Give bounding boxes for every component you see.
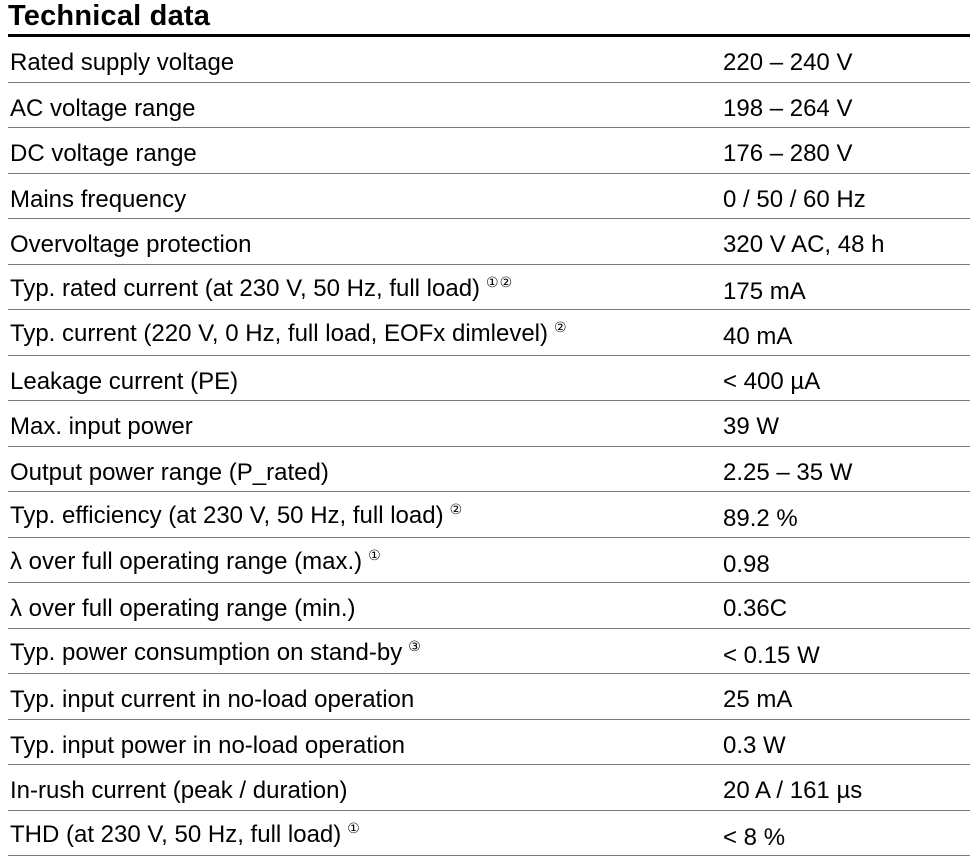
footnote-marker: ② [449,501,464,517]
row-value: 0.98 [723,550,770,578]
row-label-text: Typ. current (220 V, 0 Hz, full load, EOFx dimlevel) [10,320,548,347]
row-label-text: Typ. rated current (at 230 V, 50 Hz, full load) [10,274,481,302]
page-title: Technical data [8,0,211,32]
table-row [8,83,970,129]
technical-data-table [8,37,970,856]
table-row [8,583,970,629]
table-row [8,674,970,720]
row-label: Max. input power [10,413,193,440]
row-label-text: Typ. efficiency (at 230 V, 50 Hz, full load) [10,502,444,529]
row-label: In-rush current (peak / duration) [10,777,348,804]
row-label [10,632,422,667]
table-row [8,538,970,584]
row-value: 39 W [723,413,780,440]
row-label: Output power range (P_rated) [10,458,329,486]
row-value: 25 mA [723,686,793,713]
table-row [8,310,970,356]
table-row [8,265,970,311]
row-value: 0.36C [723,595,788,622]
row-label: Mains frequency [10,185,187,213]
row-label [10,313,568,348]
table-row [8,174,970,220]
table-row [8,219,970,265]
row-label-text: THD (at 230 V, 50 Hz, full load) [10,820,342,848]
row-label-text: λ over full operating range (max.) [10,547,363,575]
row-value: 0 / 50 / 60 Hz [723,185,866,213]
row-label [10,541,382,576]
row-value: 20 A / 161 µs [723,777,863,804]
row-value: 89.2 % [723,505,798,532]
table-row [8,37,970,83]
table-row [8,128,970,174]
row-label: DC voltage range [10,140,197,167]
row-value: < 8 % [723,823,786,851]
row-value: < 0.15 W [723,641,820,669]
row-label: Typ. input current in no-load operation [10,686,415,713]
row-value: < 400 µA [723,367,821,395]
row-label: Rated supply voltage [10,49,235,76]
table-row [8,492,970,538]
footnote-marker: ① [347,819,361,836]
footnote-marker: ①② [486,273,514,290]
row-value: 176 – 280 V [723,140,853,167]
footnote-marker: ② [554,319,568,335]
row-value: 220 – 240 V [723,49,853,76]
table-row [8,765,970,811]
table-row [8,356,970,402]
footnote-marker: ③ [408,637,422,654]
row-label: Leakage current (PE) [10,367,239,395]
row-label: Overvoltage protection [10,231,252,258]
row-value: 40 mA [723,323,793,350]
row-label: AC voltage range [10,94,196,122]
row-value: 320 V AC, 48 h [723,231,885,258]
row-value: 175 mA [723,277,806,305]
table-row [8,629,970,675]
table-row [8,811,970,857]
row-label-text: Typ. power consumption on stand-by [10,638,403,666]
row-value: 2.25 – 35 W [723,458,853,486]
row-label: λ over full operating range (min.) [10,595,356,622]
row-value: 198 – 264 V [723,94,853,122]
row-label [10,495,463,530]
table-row [8,447,970,493]
table-row [8,720,970,766]
footnote-marker: ① [368,546,382,563]
row-value: 0.3 W [723,731,786,759]
row-label [10,268,513,303]
row-label: Typ. input power in no-load operation [10,731,405,759]
table-row [8,401,970,447]
row-label [10,814,361,849]
